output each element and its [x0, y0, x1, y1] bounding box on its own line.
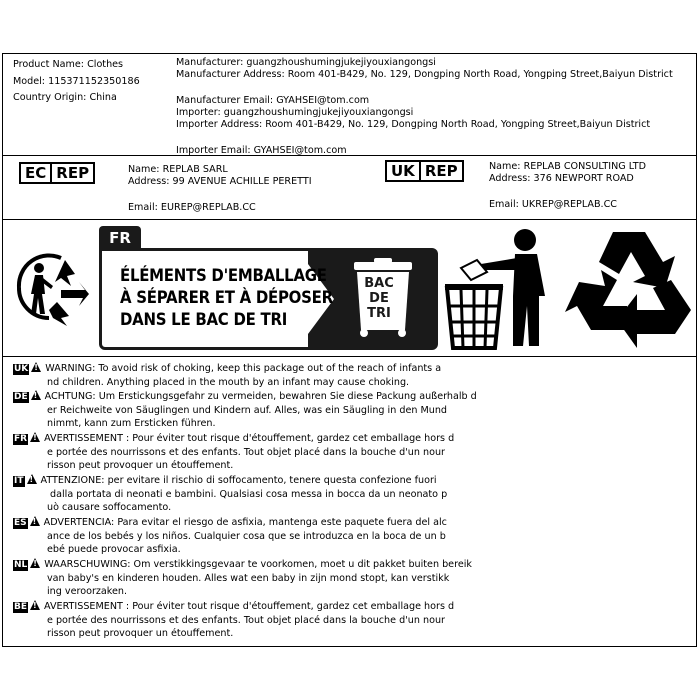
- warning-be-line-1: AVERTISSEMENT : Pour éviter tout risque d'étouffement, gardez cet emballage hors d: [44, 601, 455, 612]
- warning-nl-line-2: van baby's en kinderen houden. Alles wat een baby in zijn mond stopt, kan verstikk: [47, 572, 450, 584]
- warning-be-line-3: risson peut provoquer un étouffement.: [47, 628, 234, 640]
- triman-icon: [9, 248, 93, 326]
- warning-fr-line-2: e portée des nourrissons et des enfants. Tout objet placé dans la bouche d'un nour: [47, 446, 445, 458]
- country-code-es: ES: [14, 518, 27, 528]
- sorting-bin-panel: [338, 248, 438, 350]
- uk-rep-badge-right: REP: [419, 162, 462, 180]
- importer-name: Importer: guangzhoushumingjukejiyouxiangongsi: [176, 107, 414, 118]
- country-origin-value: China: [89, 92, 117, 103]
- country-code-it: IT: [14, 476, 24, 486]
- warning-be: [13, 600, 454, 641]
- triman-info-panel: [99, 226, 439, 350]
- triman-line-2: À SÉPARER ET À DÉPOSER: [120, 288, 333, 308]
- triman-frame: [99, 248, 435, 350]
- warning-it-line-1: ATTENZIONE: per evitare il rischio di soffocamento, tenere questa confezione fuori: [40, 475, 437, 486]
- sorting-bin-line-3: TRI: [367, 306, 391, 321]
- sorting-bin-line-2: DE: [369, 291, 389, 306]
- manufacturer-email: Manufacturer Email: GYAHSEI@tom.com: [176, 95, 370, 106]
- representatives-section: [3, 156, 696, 220]
- warning-nl: [13, 558, 472, 599]
- ec-rep-address: Address: 99 AVENUE ACHILLE PERETTI: [128, 176, 312, 187]
- warning-es-line-2: ance de los bebés y los niños. Cualquier cosa que se introduzca en la boca de un b: [47, 530, 446, 542]
- sorting-bin-line-1: BAC: [364, 276, 394, 291]
- product-name-label: Product Name:: [13, 59, 85, 70]
- country-origin-label: Country Origin:: [13, 92, 87, 103]
- warning-uk-line-2: nd children. Anything placed in the mouth by an infant may cause choking.: [47, 376, 410, 388]
- product-info-section: [3, 54, 696, 156]
- ec-rep-name: Name: REPLAB SARL: [128, 164, 228, 175]
- warning-uk-line-1: WARNING: To avoid risk of choking, keep this package out of the reach of infants a: [45, 363, 442, 374]
- warning-nl-line-3: ing veroorzaken.: [47, 586, 128, 598]
- warning-uk: [13, 362, 441, 389]
- manufacturer-name: Manufacturer: guangzhoushumingjukejiyouxiangongsi: [176, 57, 436, 68]
- warning-triangle-icon: [31, 362, 41, 372]
- uk-rep-badge: [385, 160, 464, 182]
- warning-triangle-icon: [30, 516, 40, 526]
- ec-rep-badge-right: REP: [50, 164, 93, 182]
- triman-instructions: [120, 265, 333, 331]
- country-code-be: BE: [14, 602, 28, 612]
- warning-triangle-icon: [30, 432, 40, 442]
- model-row: [13, 76, 140, 93]
- ec-rep-email: Email: EUREP@REPLAB.CC: [128, 202, 256, 213]
- recycling-section: [3, 220, 696, 357]
- warnings-section: [3, 357, 696, 647]
- product-name-value: Clothes: [87, 59, 124, 70]
- product-label: [2, 53, 697, 647]
- warning-fr-line-1: AVERTISSEMENT : Pour éviter tout risque d'étouffement, gardez cet emballage hors d: [44, 433, 455, 444]
- uk-rep-email: Email: UKREP@REPLAB.CC: [489, 199, 617, 210]
- warning-be-line-2: e portée des nourrissons et des enfants. Tout objet placé dans la bouche d'un nour: [47, 614, 445, 626]
- warning-de-line-2: er Reichweite von Säuglingen und Kindern auf. Alles, was ein Säugling in den Mund: [47, 404, 448, 416]
- uk-rep-details: [489, 161, 646, 211]
- country-tab: FR: [99, 226, 141, 250]
- product-name-row: [13, 59, 140, 76]
- country-code-nl: NL: [14, 560, 28, 570]
- importer-email: Importer Email: GYAHSEI@tom.com: [176, 145, 347, 156]
- importer-address: Importer Address: Room 401-B429, No. 129, Dongping North Road, Yongping Street,Baiyun District: [176, 119, 651, 130]
- ec-rep-details: [128, 164, 312, 214]
- country-code-de: DE: [14, 392, 28, 402]
- warning-fr-line-3: risson peut provoquer un étouffement.: [47, 460, 234, 472]
- warning-triangle-icon: [31, 390, 41, 400]
- warning-de: [13, 390, 477, 431]
- warning-de-line-3: nimmt, kann zum Ersticken führen.: [47, 418, 216, 430]
- warning-triangle-icon: [30, 600, 40, 610]
- sorting-bin-text: [356, 276, 402, 321]
- warning-es: [13, 516, 447, 557]
- manufacturer-address: Manufacturer Address: Room 401-B429, No. 129, Dongping North Road, Yongping Street,Baiyun District: [176, 69, 673, 80]
- warning-triangle-icon: [30, 558, 40, 568]
- uk-rep-address: Address: 376 NEWPORT ROAD: [489, 173, 634, 184]
- recycle-icon: [565, 224, 697, 352]
- product-details: [13, 59, 140, 109]
- uk-rep-name: Name: REPLAB CONSULTING LTD: [489, 161, 647, 172]
- warning-it: [13, 474, 447, 515]
- tidyman-bin-icon: [441, 226, 559, 352]
- ec-rep-badge-left: EC: [25, 164, 47, 182]
- ec-rep-badge: [19, 162, 95, 184]
- country-origin-row: [13, 92, 140, 109]
- warning-es-line-3: ebé puede provocar asfixia.: [47, 544, 181, 556]
- model-label: Model:: [13, 75, 46, 87]
- country-code-uk: UK: [14, 364, 29, 374]
- warning-it-line-2: dalla portata di neonati e bambini. Qualsiasi cosa messa in bocca da un neonato p: [47, 488, 448, 500]
- warning-fr: [13, 432, 454, 473]
- uk-rep-badge-left: UK: [391, 162, 415, 180]
- model-value: 115371152350186: [48, 75, 140, 87]
- warning-it-line-3: uò causare soffocamento.: [47, 502, 172, 514]
- manufacturer-details: [176, 57, 673, 157]
- warning-nl-line-1: WAARSCHUWING: Om verstikkingsgevaar te voorkomen, moet u dit pakket buiten bereik: [44, 559, 472, 570]
- warning-de-line-1: ACHTUNG: Um Erstickungsgefahr zu vermeiden, bewahren Sie diese Packung außerhalb d: [44, 391, 477, 402]
- triman-line-3: DANS LE BAC DE TRI: [120, 310, 288, 330]
- warning-es-line-1: ADVERTENCIA: Para evitar el riesgo de asfixia, mantenga este paquete fuera del alc: [43, 517, 447, 528]
- triman-line-1: ÉLÉMENTS D'EMBALLAGE: [120, 266, 327, 286]
- warning-triangle-icon: [27, 474, 37, 484]
- country-code-fr: FR: [14, 434, 28, 444]
